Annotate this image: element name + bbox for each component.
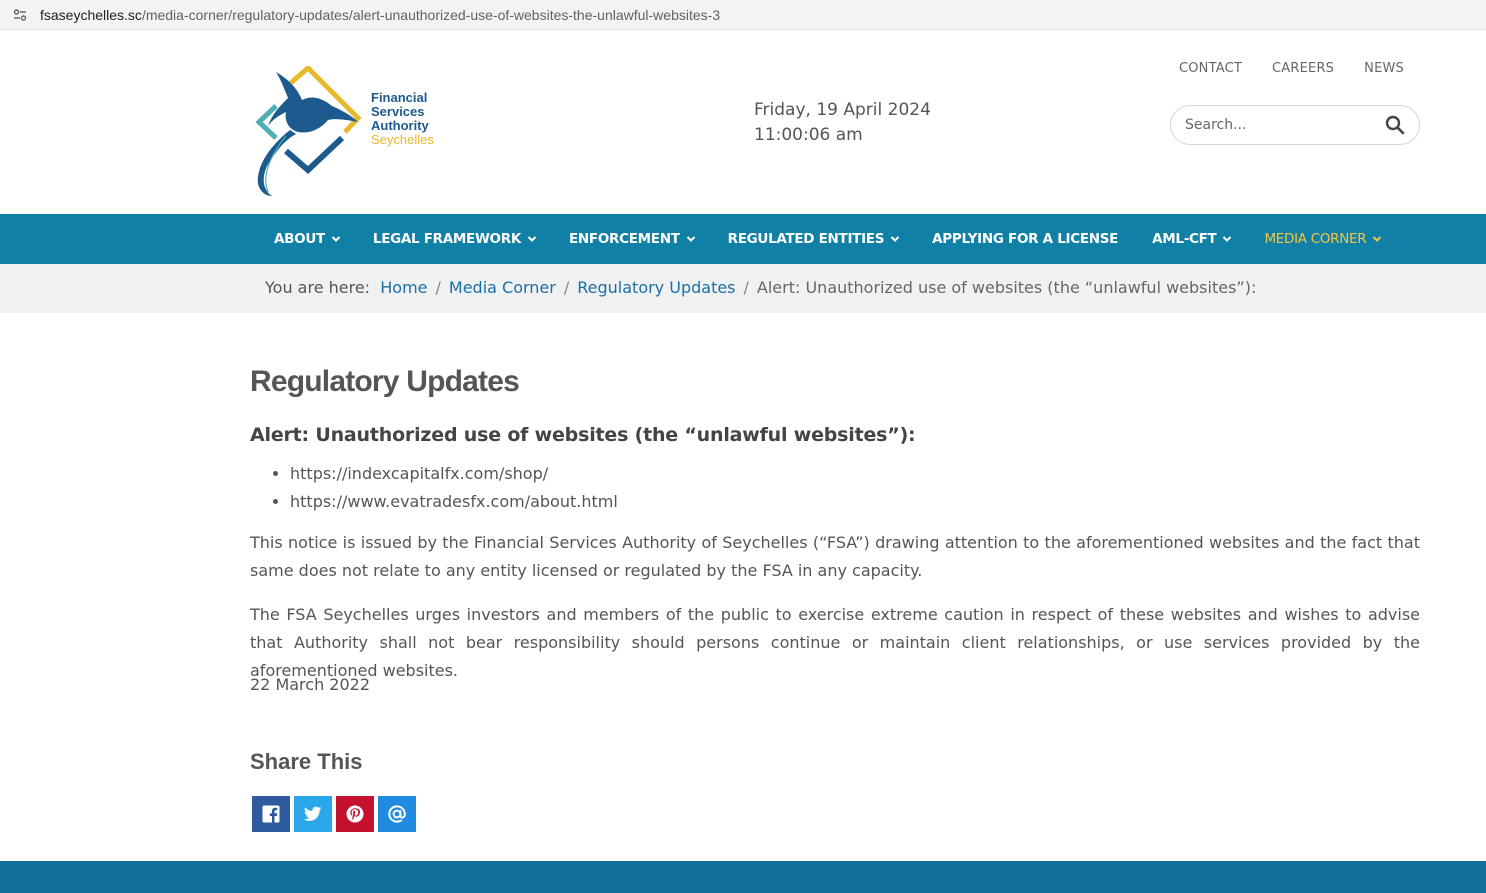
breadcrumb-bar [0,264,1486,313]
site-header [0,38,1486,214]
facebook-icon [262,805,280,823]
news-link[interactable]: NEWS [1364,61,1404,76]
site-footer [0,861,1486,893]
site-info-icon[interactable] [12,7,28,23]
breadcrumb-media-corner[interactable]: Media Corner [448,278,556,297]
nav-item-label: REGULATED ENTITIES [727,231,885,247]
share-buttons [252,796,416,832]
pinterest-share-button[interactable] [336,796,374,832]
nav-item-label: MEDIA CORNER [1264,231,1367,247]
notice-paragraph-2: The FSA Seychelles urges investors and members of the public to exercise extreme caution in respect of these websites and wishes to advise that Authority shall not bear responsibility should persons continue or maintain client relationships, or use services provided by the aforementioned websites. [250,605,1420,680]
publish-date: 22 March 2022 [250,675,371,694]
nav-item-label: ENFORCEMENT [569,231,680,247]
chevron-down-icon [686,235,696,243]
twitter-share-button[interactable] [294,796,332,832]
logo-line-1: Financial [371,90,428,105]
chevron-down-icon [1372,235,1382,243]
header-datetime [754,98,931,148]
pinterest-icon [346,805,364,823]
breadcrumb-home[interactable]: Home [380,278,428,297]
breadcrumb-regulatory-updates[interactable]: Regulatory Updates [577,278,736,297]
nav-item-enforcement[interactable] [569,231,696,247]
logo-line-2: Services [371,104,425,119]
chevron-down-icon [527,235,537,243]
search-icon[interactable] [1385,115,1405,135]
nav-item-label: ABOUT [274,231,325,247]
breadcrumb-separator: / [435,278,441,297]
breadcrumb-separator: / [743,278,749,297]
facebook-share-button[interactable] [252,796,290,832]
careers-link[interactable]: CAREERS [1272,61,1335,76]
nav-item-media-corner[interactable] [1264,231,1382,247]
nav-item-label: LEGAL FRAMEWORK [372,231,521,247]
logo-line-3: Authority [371,118,429,133]
main-nav [0,214,1486,264]
page-title: Regulatory Updates [250,365,519,398]
search-input[interactable] [1185,117,1375,133]
breadcrumb [265,278,1256,297]
nav-item-about[interactable] [274,231,341,247]
unlawful-websites-list [270,460,618,516]
bird-logo-icon [250,66,370,198]
breadcrumb-separator: / [563,278,570,297]
logo-text [371,91,434,147]
nav-item-aml-cft[interactable] [1152,231,1232,247]
browser-address-bar[interactable] [0,0,1486,30]
chevron-down-icon [1222,235,1232,243]
top-links [1149,61,1404,76]
notice-paragraph-1: This notice is issued by the Financial Services Authority of Seychelles (“FSA”) drawing attention to the aforementioned websites and the fact that same does not relate to any entity licensed or regulated by the FSA in any capacity. [250,533,1420,580]
fsa-logo[interactable] [250,66,450,198]
search-box [1170,105,1420,145]
breadcrumb-current: Alert: Unauthorized use of websites (the “unlawful websites”): [756,278,1257,297]
contact-link[interactable]: CONTACT [1178,61,1243,76]
email-share-button[interactable] [378,796,416,832]
url-path: /media-corner/regulatory-updates/alert-unauthorized-use-of-websites-the-unlawful-websites-3 [141,6,721,23]
twitter-icon [304,806,322,822]
chevron-down-icon [890,235,900,243]
header-time: 11:00:06 am [754,125,863,145]
breadcrumb-prefix: You are here: [265,278,371,297]
logo-line-4: Seychelles [371,132,434,147]
browser-url[interactable] [40,7,720,23]
list-item: • https://www.evatradesfx.com/about.html [290,488,618,516]
nav-item-legal-framework[interactable] [373,231,537,247]
chevron-down-icon [331,235,341,243]
list-item: • https://indexcapitalfx.com/shop/ [290,460,618,488]
nav-item-label: APPLYING FOR A LICENSE [932,231,1119,247]
url-host: fsaseychelles.sc [40,6,142,23]
article-title: Alert: Unauthorized use of websites (the “unlawful websites”): [250,424,916,446]
nav-item-regulated-entities[interactable] [728,231,901,247]
email-icon [387,804,407,824]
nav-item-label: AML-CFT [1152,231,1217,247]
nav-item-applying-for-a-license[interactable] [932,231,1118,247]
header-date: Friday, 19 April 2024 [754,100,931,120]
share-title: Share This [250,749,363,774]
